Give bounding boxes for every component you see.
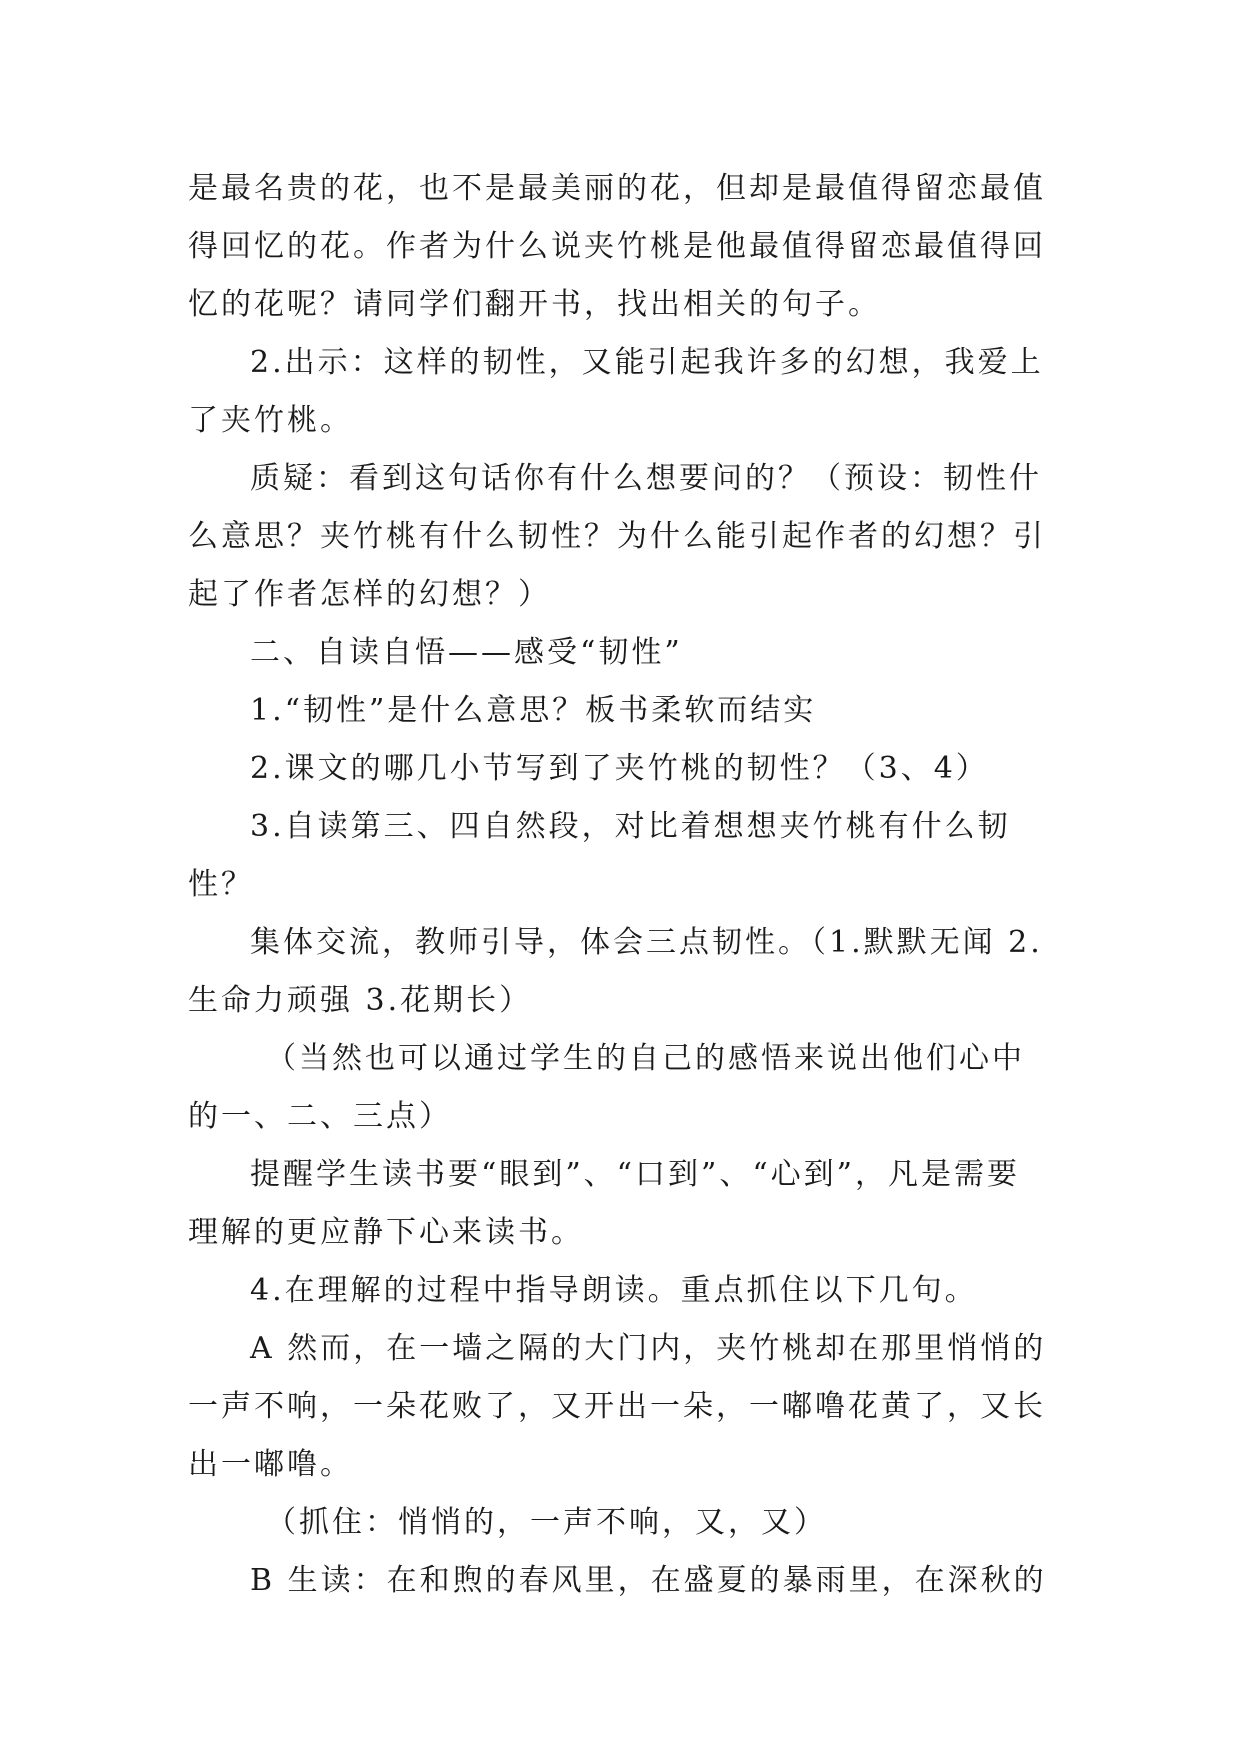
- paragraph-12: A 然而，在一墙之隔的大门内，夹竹桃却在那里悄悄的一声不响，一朵花败了，又开出一朵，一嘟噜花黄了，又长出一嘟噜。: [188, 1331, 1047, 1482]
- paragraph-9: （当然也可以通过学生的自己的感悟来说出他们心中的一、二、三点）: [188, 1041, 1025, 1134]
- paragraph-7: 3.自读第三、四自然段，对比着想想夹竹桃有什么韧性？: [188, 809, 1011, 902]
- paragraph-13: （抓住：悄悄的，一声不响，又，又）: [266, 1505, 827, 1540]
- paragraph-11: 4.在理解的过程中指导朗读。重点抓住以下几句。: [250, 1273, 978, 1308]
- paragraph-10: 提醒学生读书要“眼到”、“口到”、“心到”，凡是需要理解的更应静下心来读书。: [188, 1157, 1021, 1250]
- paragraph-1: 是最名贵的花，也不是最美丽的花，但却是最值得留恋最值得回忆的花。作者为什么说夹竹桃是他最值得留恋最值得回忆的花呢？请同学们翻开书，找出相关的句子。: [188, 171, 1046, 322]
- paragraph-8: 集体交流，教师引导，体会三点韧性。（1.默默无闻 2.生命力顽强 3.花期长）: [188, 925, 1043, 1018]
- paragraph-5: 1.“韧性”是什么意思？板书柔软而结实: [250, 693, 817, 728]
- paragraph-14: B 生读：在和煦的春风里，在盛夏的暴雨里，在深秋的: [250, 1563, 1047, 1598]
- paragraph-3: 质疑：看到这句话你有什么想要问的？（预设：韧性什么意思？夹竹桃有什么韧性？为什么能引起作者的幻想？引起了作者怎样的幻想？）: [188, 461, 1046, 612]
- document-body: [188, 160, 1048, 1610]
- paragraph-2: 2.出示：这样的韧性，又能引起我许多的幻想，我爱上了夹竹桃。: [188, 345, 1044, 438]
- paragraph-6: 2.课文的哪几小节写到了夹竹桃的韧性？（3、4）: [250, 751, 989, 786]
- section-heading: 二、自读自悟——感受“韧性”: [250, 635, 683, 670]
